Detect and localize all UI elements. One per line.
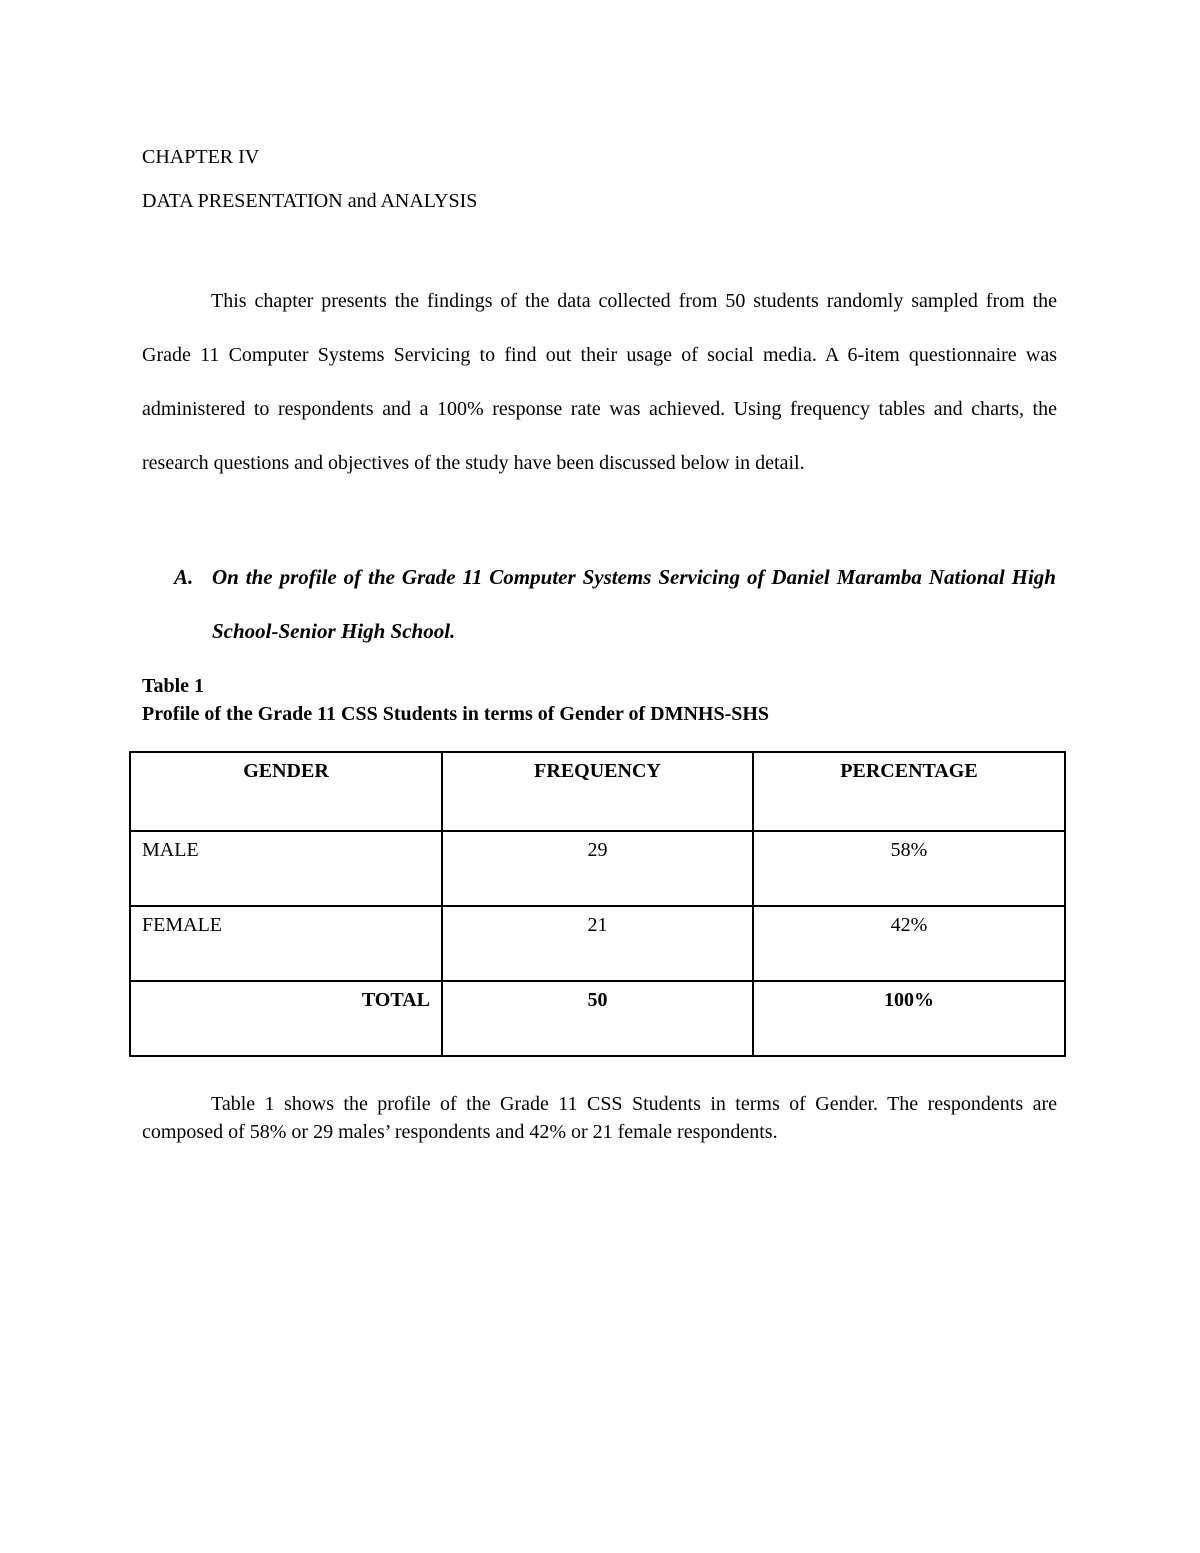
- cell-total-percentage: 100%: [753, 981, 1065, 1056]
- section-marker: A.: [174, 565, 194, 589]
- summary-paragraph: Table 1 shows the profile of the Grade 11 CSS Students in terms of Gender. The respondents are composed of 58% or 29 males’ respondents and 42% or 21 female respondents.: [142, 1093, 1057, 1143]
- table-caption: Profile of the Grade 11 CSS Students in terms of Gender of DMNHS-SHS: [142, 703, 770, 725]
- cell-frequency: 29: [442, 831, 753, 906]
- header-gender: GENDER: [130, 752, 442, 831]
- table-row: [130, 906, 1065, 981]
- section-heading: On the profile of the Grade 11 Computer Systems Servicing of Daniel Maramba National High School-Senior High School.: [212, 565, 1056, 643]
- table-total-row: [130, 981, 1065, 1056]
- header-frequency: FREQUENCY: [442, 752, 753, 831]
- cell-total-label: TOTAL: [130, 981, 442, 1056]
- gender-profile-table: [129, 751, 1066, 1057]
- table-label: Table 1: [142, 675, 205, 697]
- cell-percentage: 58%: [753, 831, 1065, 906]
- intro-paragraph: This chapter presents the findings of the data collected from 50 students randomly sampled from the Grade 11 Computer Systems Servicing to find out their usage of social media. A 6-item questionnaire was administered to respondents and a 100% response rate was achieved. Using frequency tables and charts, the research questions and objectives of the study have been discussed below in detail.: [142, 290, 1057, 474]
- table-header-row: [130, 752, 1065, 831]
- cell-total-frequency: 50: [442, 981, 753, 1056]
- table-row: [130, 831, 1065, 906]
- chapter-label: CHAPTER IV: [142, 146, 260, 168]
- chapter-title: DATA PRESENTATION and ANALYSIS: [142, 190, 478, 212]
- header-percentage: PERCENTAGE: [753, 752, 1065, 831]
- cell-frequency: 21: [442, 906, 753, 981]
- cell-percentage: 42%: [753, 906, 1065, 981]
- cell-gender: FEMALE: [130, 906, 442, 981]
- cell-gender: MALE: [130, 831, 442, 906]
